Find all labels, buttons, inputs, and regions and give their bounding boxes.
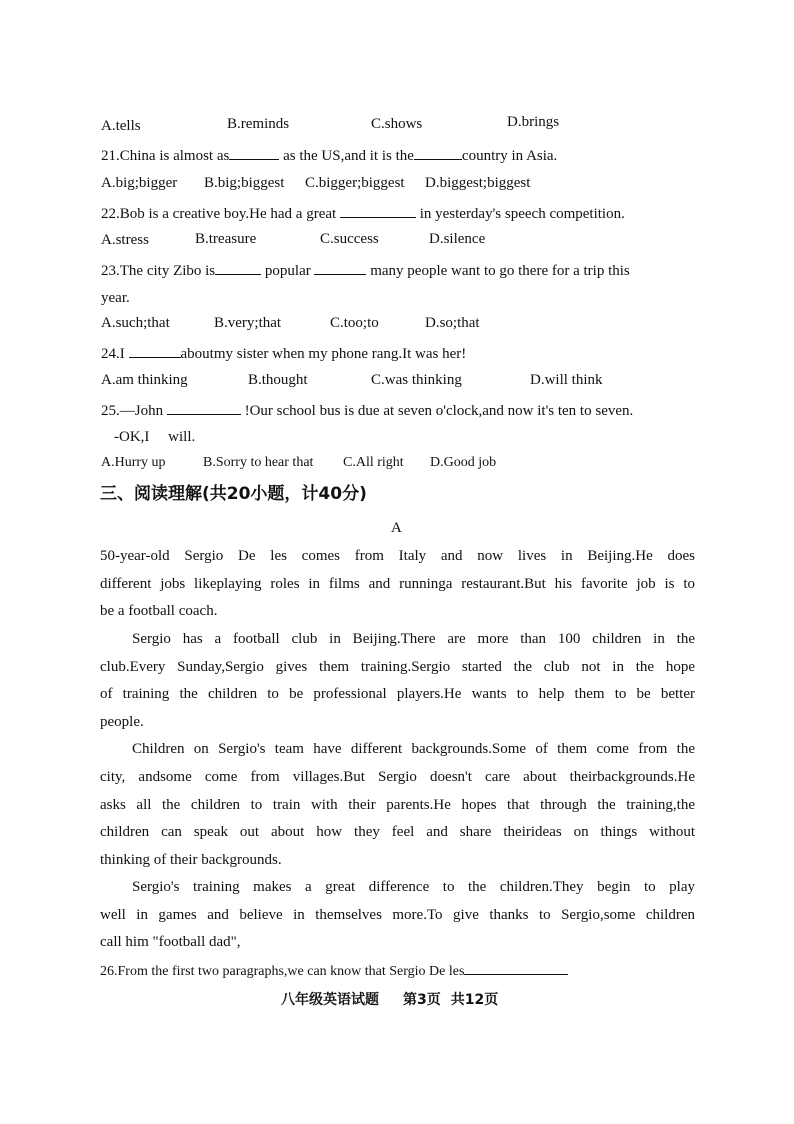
q23-option-d: D.so;that [425, 315, 480, 331]
passage-p4-line1: Sergio's training makes a great difference to the children.They begin to play [132, 879, 695, 895]
q24-option-c: C.was thinking [371, 372, 462, 388]
q21-blank-1 [229, 145, 279, 160]
q23-blank-2 [314, 260, 366, 275]
q23-option-a: A.such;that [101, 315, 170, 331]
passage-p2-line1: Sergio has a football club in Beijing.There are more than 100 children in the [132, 631, 695, 647]
q25-option-b: B.Sorry to hear that [203, 455, 314, 470]
passage-p3-line1: Children on Sergio's team have different backgrounds.Some of them come from the [132, 741, 695, 757]
passage-p4-line3: call him "football dad", [100, 934, 241, 950]
passage-label: A [391, 520, 402, 536]
q26-blank [464, 960, 568, 975]
q24-text-pre: 24.I [101, 346, 129, 362]
q23-text-pre: 23.The city Zibo is [101, 263, 216, 279]
q24-option-d: D.will think [530, 372, 603, 388]
passage-p3-line3: asks all the children to train with their parents.He hopes that through the training,the [100, 797, 695, 813]
q24-blank [129, 343, 181, 358]
q22-option-b: B.treasure [195, 231, 257, 247]
passage-p3-line2: city, andsome come from villages.But Sergio doesn't care about theirbackgrounds.He [100, 769, 695, 785]
question-22 [101, 203, 625, 224]
q26-text-pre: 26.From the first two paragraphs,we can know that Sergio De les [100, 964, 465, 979]
q21-option-a: A.big;bigger [101, 175, 178, 191]
question-21 [101, 145, 557, 166]
q25-reply: -OK,I will. [114, 429, 196, 445]
passage-p2-line2: club.Every Sunday,Sergio gives them training.Sergio started the club not in the hope [100, 659, 695, 675]
q25-option-c: C.All right [343, 455, 404, 470]
q21-option-b: B.big;biggest [204, 175, 285, 191]
q25-blank [167, 400, 241, 415]
passage-p4-line2: well in games and believe in themselves more.To give thanks to Sergio,some children [100, 907, 695, 923]
q20-option-a: A.tells [101, 118, 141, 134]
q21-option-d: D.biggest;biggest [425, 175, 531, 191]
q23-option-c: C.too;to [330, 315, 379, 331]
passage-p1-line2: different jobs likeplaying roles in films and runninga restaurant.But his favorite job is to [100, 576, 695, 592]
question-25 [101, 400, 633, 421]
q21-option-c: C.bigger;biggest [305, 175, 405, 191]
q23-option-b: B.very;that [214, 315, 282, 331]
q25-option-a: A.Hurry up [101, 455, 166, 470]
q22-option-d: D.silence [429, 231, 486, 247]
q23-blank-1 [215, 260, 261, 275]
passage-p2-line4: people. [100, 714, 144, 730]
q21-text-mid: as the US,and it is the [279, 148, 414, 164]
q22-option-a: A.stress [101, 232, 149, 248]
question-23 [101, 260, 630, 281]
q20-option-b: B.reminds [227, 116, 290, 132]
passage-p2-line3: of training the children to be professional players.He wants to help them to be better [100, 686, 695, 702]
q22-text-pre: 22.Bob is a creative boy.He had a great [101, 206, 340, 222]
q24-option-a: A.am thinking [101, 372, 188, 388]
q20-option-d: D.brings [507, 114, 560, 130]
q22-text-post: in yesterday's speech competition. [415, 206, 625, 222]
footer-title: 八年级英语试题 [281, 992, 379, 1008]
q21-blank-2 [414, 145, 462, 160]
footer-page: 第3页 [403, 992, 441, 1008]
q21-text-pre: 21.China is almost as [101, 148, 230, 164]
q23-text-post: many people want to go there for a trip this [366, 263, 630, 279]
passage-p1-line3: be a football coach. [100, 603, 218, 619]
q22-option-c: C.success [320, 231, 379, 247]
question-26 [100, 960, 568, 982]
q24-text-post: aboutmy sister when my phone rang.It was her! [180, 346, 467, 362]
q23-continuation: year. [101, 290, 130, 306]
passage-p1-line1: 50-year-old Sergio De les comes from Italy and now lives in Beijing.He does [100, 548, 695, 564]
q23-text-mid: popular [261, 263, 315, 279]
footer-total: 共12页 [450, 992, 499, 1008]
q20-option-c: C.shows [371, 116, 423, 132]
q25-option-d: D.Good job [430, 455, 497, 470]
q21-text-post: country in Asia. [461, 148, 558, 164]
q24-option-b: B.thought [248, 372, 308, 388]
passage-p3-line4: children can speak out about how they feel and share theirideas on things without [100, 824, 695, 840]
q22-blank [340, 203, 416, 218]
page-footer [281, 990, 498, 1010]
question-24 [101, 343, 466, 364]
passage-p3-line5: thinking of their backgrounds. [100, 852, 282, 868]
q25-text-pre: 25.—John [101, 403, 167, 419]
section-heading: 三、阅读理解(共20小题，计40分) [100, 484, 367, 504]
q25-text-post: !Our school bus is due at seven o'clock,and now it's ten to seven. [240, 403, 634, 419]
